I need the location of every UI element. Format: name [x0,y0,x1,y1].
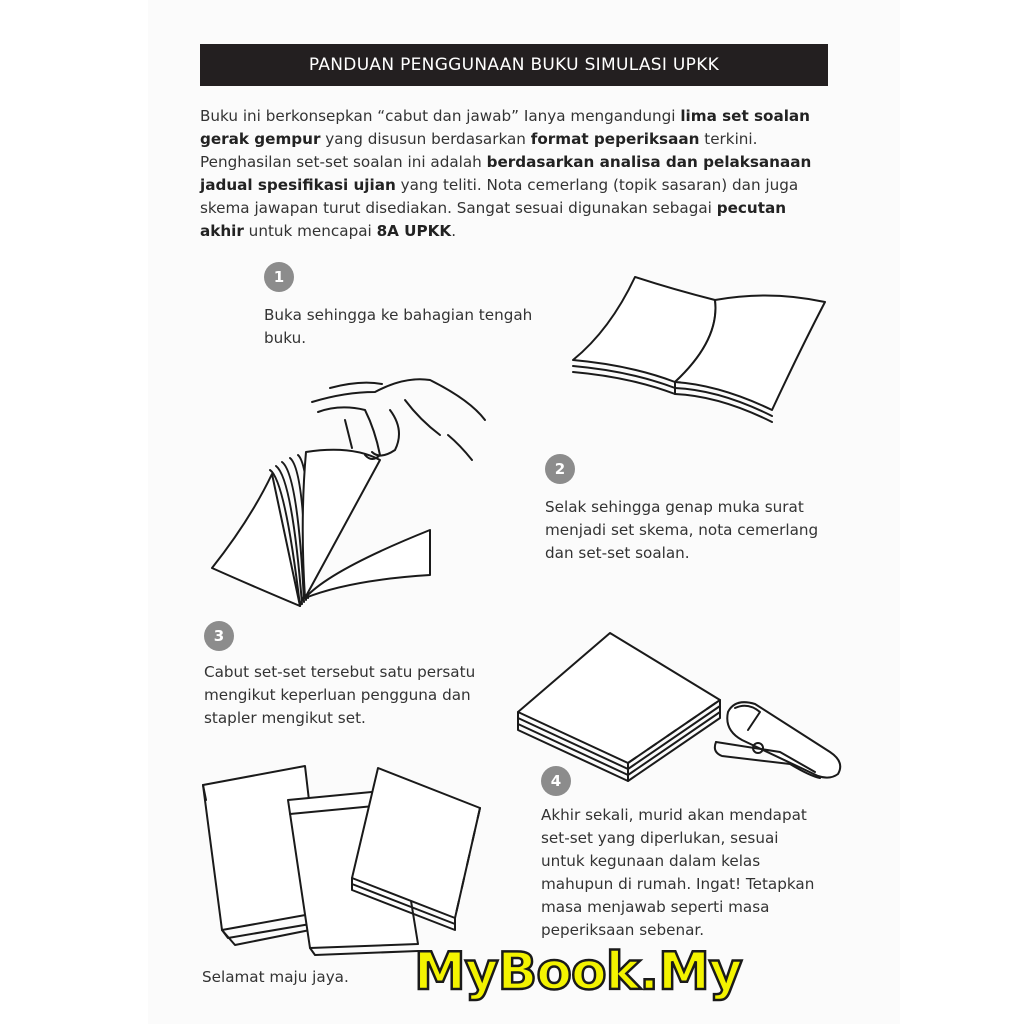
step-2-line-2: menjadi set skema, nota cemerlang [545,521,819,539]
intro-bold-5: 8A UPKK [376,222,452,240]
intro-text-5: untuk mencapai [243,222,377,240]
stapled-booklet-illustration [518,633,720,781]
step-4-line-6: peperiksaan sebenar. [541,921,705,939]
intro-bold-1: lima set soalan gerak gempur [200,107,810,148]
step-3-line-3: stapler mengikut set. [204,709,366,727]
step-1-line-2: buku. [264,329,307,347]
step-2-number: 2 [554,460,566,478]
intro-bold-4: pecutan akhir [200,199,787,240]
open-book-illustration [573,277,825,422]
intro-text-6: . [451,222,457,240]
step-4-number: 4 [550,772,562,790]
step-4-line-4: mahupun di rumah. Ingat! Tetapkan [541,875,815,893]
closing-text: Selamat maju jaya. [202,968,349,986]
hand-flipping-pages-illustration [212,379,485,606]
step-3-line-1: Cabut set-set tersebut satu persatu [204,663,476,681]
intro-text-3: terkini. Penghasilan set-set soalan ini adalah [200,130,758,171]
step-4-line-5: masa menjawab seperti masa [541,898,770,916]
stapler-illustration [715,702,840,778]
step-3-number: 3 [213,627,225,645]
intro-text-2: yang disusun berdasarkan [320,130,531,148]
step-4-line-3: untuk kegunaan dalam kelas [541,852,761,870]
intro-bold-2: format peperiksaan [530,130,700,148]
step-2-line-3: dan set-set soalan. [545,544,690,562]
intro-bold-3: berdasarkan analisa dan pelaksanaan jadual spesifikasi ujian [200,153,812,194]
step-2-line-1: Selak sehingga genap muka surat [545,498,804,516]
step-4-line-1: Akhir sekali, murid akan mendapat [541,806,807,824]
intro-text-1: Buku ini berkonsepkan “cabut dan jawab” Ianya mengandungi [200,107,681,125]
step-3-line-2: mengikut keperluan pengguna dan [204,686,471,704]
page-title-text: PANDUAN PENGGUNAAN BUKU SIMULASI UPKK [308,55,720,75]
separated-booklets-illustration [203,766,480,955]
step-1-line-1: Buka sehingga ke bahagian tengah [264,306,533,324]
intro-text-4: yang teliti. Nota cemerlang (topik sasaran) dan juga skema jawapan turut disediakan. Sangat sesuai digunakan sebagai [200,176,799,217]
watermark-logo: MyBook.My [414,942,742,1002]
step-1-number: 1 [273,268,285,286]
step-4-line-2: set-set yang diperlukan, sesuai [541,829,779,847]
